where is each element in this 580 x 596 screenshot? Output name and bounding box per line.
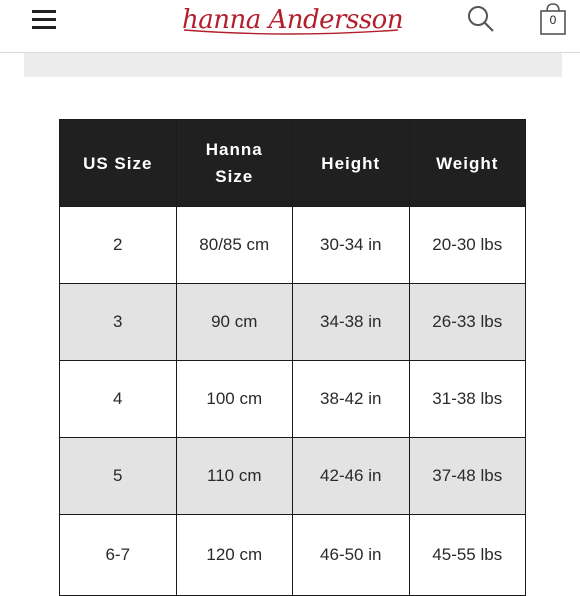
table-row	[60, 438, 526, 515]
brand-logo[interactable]	[176, 0, 404, 40]
cell-us-size: 2	[60, 207, 177, 284]
cell-hanna-size: 90 cm	[176, 284, 293, 361]
cell-height: 30-34 in	[293, 207, 410, 284]
column-header-hanna-size-label: Hanna Size	[205, 140, 263, 186]
bag-count-badge: 0	[549, 13, 557, 27]
cell-height: 46-50 in	[293, 515, 410, 596]
cell-height: 42-46 in	[293, 438, 410, 515]
cell-hanna-size: 100 cm	[176, 361, 293, 438]
hamburger-menu-icon[interactable]	[30, 5, 58, 33]
table-row	[60, 284, 526, 361]
cell-us-size: 5	[60, 438, 177, 515]
cell-weight: 26-33 lbs	[409, 284, 526, 361]
cell-us-size: 3	[60, 284, 177, 361]
cell-height: 38-42 in	[293, 361, 410, 438]
cell-us-size: 4	[60, 361, 177, 438]
table-row	[60, 515, 526, 596]
cell-height: 34-38 in	[293, 284, 410, 361]
svg-text:hanna Andersson: hanna Andersson	[182, 5, 404, 35]
cell-weight: 20-30 lbs	[409, 207, 526, 284]
cell-weight: 45-55 lbs	[409, 515, 526, 596]
cell-hanna-size: 110 cm	[176, 438, 293, 515]
table-row	[60, 361, 526, 438]
size-chart-table	[59, 119, 526, 596]
column-header-us-size: US Size	[60, 120, 177, 207]
shopping-bag-icon[interactable]	[538, 2, 568, 36]
cell-weight: 31-38 lbs	[409, 361, 526, 438]
cell-weight: 37-48 lbs	[409, 438, 526, 515]
table-row	[60, 207, 526, 284]
cell-hanna-size: 80/85 cm	[176, 207, 293, 284]
promo-banner	[24, 53, 562, 77]
brand-logo-script	[176, 0, 404, 40]
cell-hanna-size: 120 cm	[176, 515, 293, 596]
cell-us-size: 6-7	[60, 515, 177, 596]
search-icon[interactable]	[466, 4, 496, 34]
column-header-hanna-size	[176, 120, 293, 207]
column-header-weight: Weight	[409, 120, 526, 207]
site-header	[0, 0, 580, 53]
column-header-height: Height	[293, 120, 410, 207]
table-header-row	[60, 120, 526, 207]
